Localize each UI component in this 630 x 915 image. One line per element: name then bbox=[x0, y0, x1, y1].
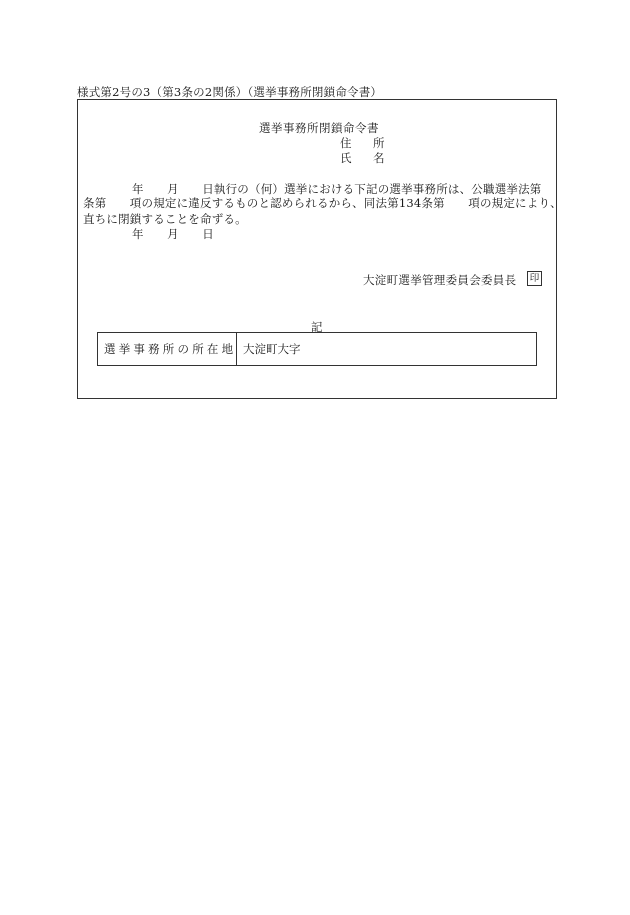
body-line-3: 直ちに閉鎖することを命ずる。 bbox=[83, 212, 247, 226]
issuer-title: 大淀町選挙管理委員会委員長 bbox=[363, 273, 517, 287]
location-table bbox=[97, 332, 537, 366]
form-header: 様式第2号の3（第3条の2関係）（選挙事務所閉鎖命令書） bbox=[77, 85, 383, 99]
body-line-1: 年 月 日執行の（何）選挙における下記の選挙事務所は、公職選挙法第 bbox=[132, 182, 542, 196]
ki-heading: 記 bbox=[311, 320, 323, 334]
document-title: 選挙事務所閉鎖命令書 bbox=[259, 121, 379, 135]
seal-stamp-box: 印 bbox=[527, 271, 542, 286]
location-label-cell: 選挙事務所の所在地 bbox=[98, 333, 237, 365]
issue-date-line: 年 月 日 bbox=[132, 227, 214, 241]
location-value-cell: 大淀町大字 bbox=[243, 342, 301, 356]
name-label: 氏 名 bbox=[340, 151, 390, 165]
document-frame bbox=[77, 99, 562, 399]
body-line-2: 条第 項の規定に違反するものと認められるから、同法第134条第 項の規定により、 bbox=[83, 196, 562, 210]
address-label: 住 所 bbox=[340, 136, 390, 150]
